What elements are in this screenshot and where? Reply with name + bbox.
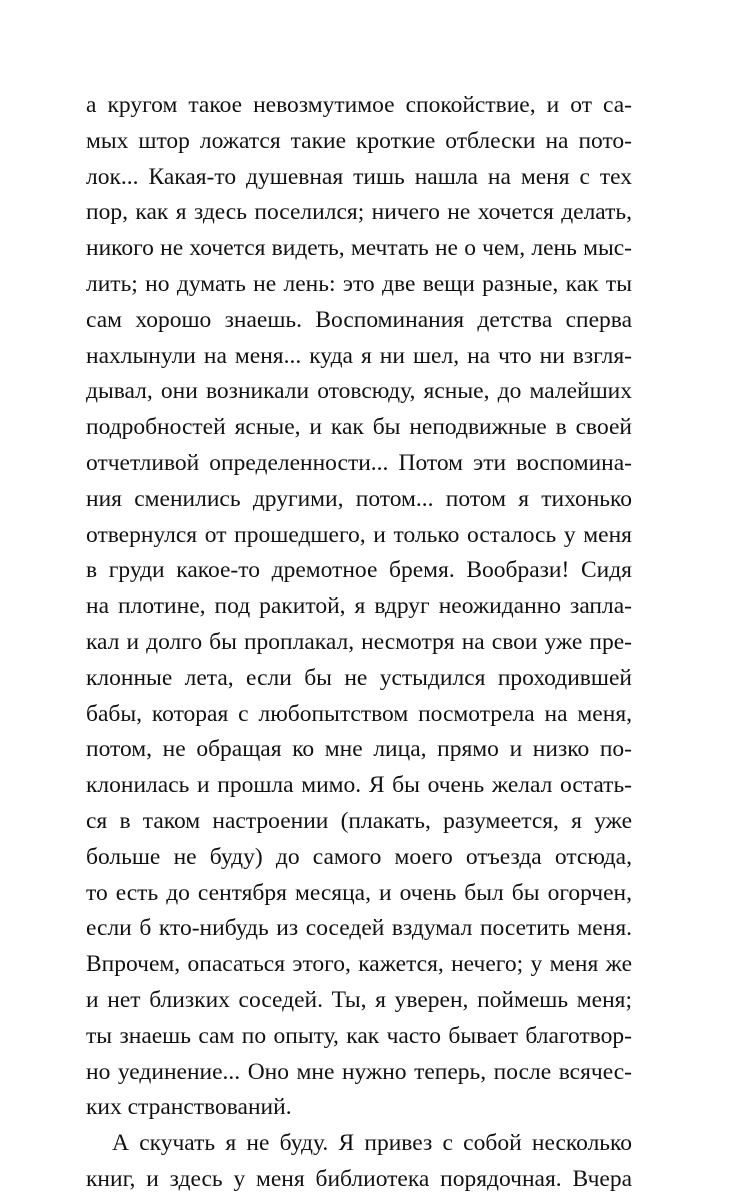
text-line: лить; но думать не лень: это две вещи разные, как ты bbox=[86, 270, 632, 297]
body-text bbox=[86, 88, 632, 1198]
text-line: подробностей ясные, и как бы неподвижные в своей bbox=[86, 414, 632, 441]
text-line: нахлынули на меня... куда я ни шел, на что ни взгля- bbox=[86, 342, 632, 369]
text-line: мых штор ложатся такие кроткие отблески на пото- bbox=[86, 127, 632, 154]
text-line: бабы, которая с любопытством посмотрела на меня, bbox=[86, 700, 632, 727]
text-line: а кругом такое невозмутимое спокойствие, и от са- bbox=[86, 92, 632, 118]
text-line: кал и долго бы проплакал, несмотря на свои уже пре- bbox=[86, 628, 632, 655]
text-line: клонилась и прошла мимо. Я бы очень желал остать- bbox=[86, 772, 632, 799]
text-line: книг, и здесь у меня библиотека порядочная. Вчера bbox=[86, 1165, 632, 1192]
text-line: и нет близких соседей. Ты, я уверен, поймешь меня; bbox=[86, 986, 632, 1013]
text-line: больше не буду) до самого моего отъезда отсюда, bbox=[86, 843, 632, 870]
paragraph-2 bbox=[86, 1126, 632, 1198]
text-line: клонные лета, если бы не устыдился проходившей bbox=[86, 664, 632, 691]
text-line: в груди какое-то дремотное бремя. Вообрази! Сидя bbox=[86, 557, 632, 584]
text-line: на плотине, под ракитой, я вдруг неожиданно запла- bbox=[86, 593, 632, 620]
text-line: то есть до сентября месяца, и очень был бы огорчен, bbox=[86, 879, 632, 906]
text-line: но уединение... Оно мне нужно теперь, после всячес- bbox=[86, 1058, 632, 1085]
text-line: ния сменились другими, потом... потом я тихонько bbox=[86, 485, 632, 512]
text-line: ся в таком настроении (плакать, разумеется, я уже bbox=[86, 807, 632, 834]
text-line: дывал, они возникали отовсюду, ясные, до малейших bbox=[86, 378, 632, 405]
paragraph-1 bbox=[86, 88, 632, 1126]
text-line: если б кто-нибудь из соседей вздумал посетить меня. bbox=[86, 915, 632, 942]
text-line: Впрочем, опасаться этого, кажется, нечего; у меня же bbox=[86, 951, 632, 978]
text-line: пор, как я здесь поселился; ничего не хочется делать, bbox=[86, 199, 632, 226]
text-line: ких странствований. bbox=[86, 1094, 292, 1121]
text-line: лок... Какая-то душевная тишь нашла на меня с тех bbox=[86, 163, 632, 190]
text-line: потом, не обращая ко мне лица, прямо и низко по- bbox=[86, 736, 632, 763]
text-line: А скучать я не буду. Я привез с собой несколько bbox=[112, 1130, 632, 1157]
text-line: сам хорошо знаешь. Воспоминания детства сперва bbox=[86, 306, 632, 333]
text-line: ты знаешь сам по опыту, как часто бывает благотвор- bbox=[86, 1022, 632, 1049]
text-line: отвернулся от прошедшего, и только осталось у меня bbox=[86, 521, 632, 548]
text-line: никого не хочется видеть, мечтать не о чем, лень мыс- bbox=[86, 235, 632, 262]
text-line: отчетливой определенности... Потом эти воспомина- bbox=[86, 449, 632, 476]
